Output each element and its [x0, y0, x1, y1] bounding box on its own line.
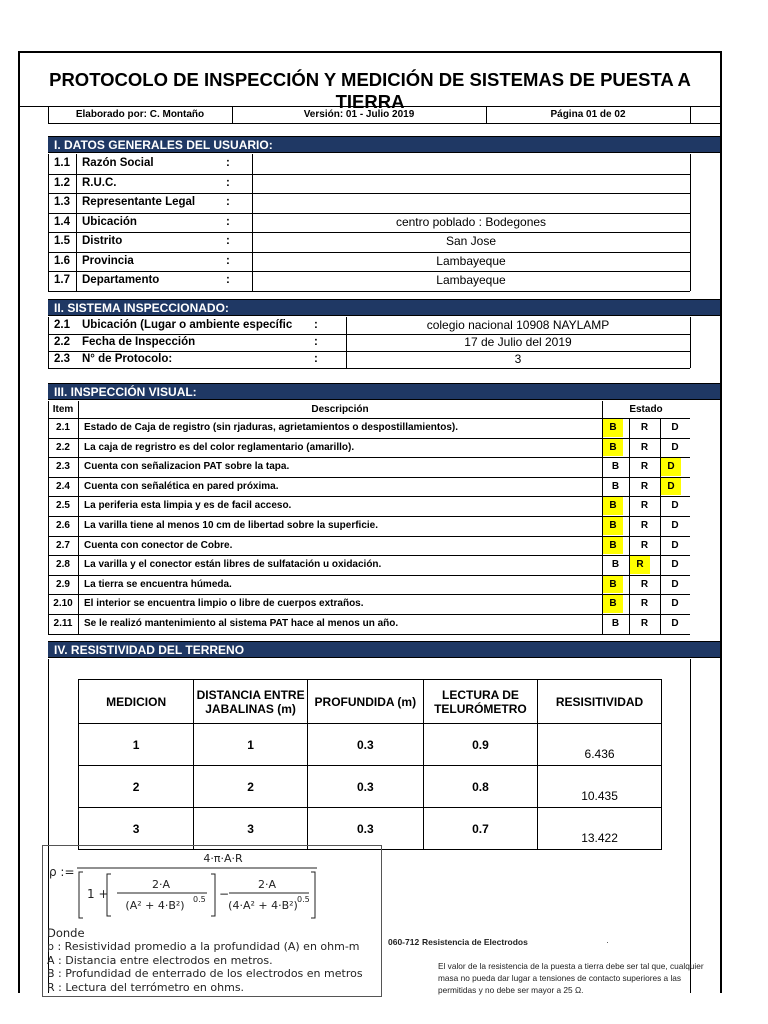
estado-b-label: B: [609, 500, 617, 512]
col-resistividad: RESISITIVIDAD: [538, 680, 662, 724]
inspection-row: [48, 575, 690, 596]
estado-d-cell[interactable]: [660, 556, 690, 574]
row-label: N° de Protocolo:: [82, 353, 173, 365]
legend-line: R : Lectura del terrómetro en ohms.: [47, 980, 245, 994]
row-label: Ubicación: [82, 215, 137, 228]
inspection-header-row: [48, 401, 690, 419]
estado-d-label: D: [671, 578, 679, 590]
row-number: 1.2: [54, 176, 70, 189]
estado-r-label: R: [640, 618, 649, 629]
estado-d-label: D: [671, 441, 679, 453]
estado-d-cell[interactable]: [661, 458, 681, 476]
row-value: 17 de Julio del 2019: [464, 335, 572, 349]
row-number: 2.1: [54, 319, 70, 331]
inspection-row: [48, 555, 690, 576]
row-value: colegio nacional 10908 NAYLAMP: [426, 318, 610, 332]
section-title-sistema-inspeccionado: II. SISTEMA INSPECCIONADO:: [48, 299, 720, 316]
pagina: Página 01 de 02: [550, 109, 626, 120]
row-separator: :: [314, 353, 318, 365]
formula-frac1-num: 2·A: [151, 878, 171, 891]
estado-b-label: B: [611, 559, 620, 571]
data-row: [48, 232, 690, 253]
estado-b-cell[interactable]: [602, 615, 629, 633]
estado-b-cell[interactable]: [603, 595, 623, 613]
row-value: San Jose: [445, 234, 497, 248]
row-description: La varilla tiene al menos 10 cm de libertad sobre la superficie.: [84, 520, 379, 531]
note-line: masa no pueda dar lugar a tensiones de contacto superiores a las: [438, 973, 682, 983]
version: Versión: 01 - Julio 2019: [303, 109, 415, 120]
row-separator: :: [226, 235, 230, 247]
row-value: centro poblado : Bodegones: [395, 214, 547, 229]
section-title-datos-generales: I. DATOS GENERALES DEL USUARIO:: [48, 136, 720, 153]
row-number: 1.4: [54, 215, 70, 228]
cell-resistividad: 6.436: [584, 747, 615, 761]
estado-r-cell[interactable]: [629, 439, 660, 457]
cell-profundidad: 0.3: [307, 808, 423, 850]
estado-b-label: B: [609, 539, 617, 551]
section-title-resistividad: IV. RESISTIVIDAD DEL TERRENO: [48, 641, 720, 658]
row-description: La varilla y el conector están libres de sulfatación u oxidación.: [84, 559, 382, 571]
legend-line: A : Distancia entre electrodos en metros.: [47, 953, 273, 967]
row-number: 1.7: [54, 274, 70, 286]
estado-r-label: R: [640, 422, 649, 433]
estado-r-cell[interactable]: [629, 595, 660, 613]
row-description: Cuenta con señalética en pared próxima.: [84, 480, 279, 492]
row-number: 2.1: [56, 422, 70, 433]
col-item: Item: [52, 404, 74, 415]
note-line: permitidas y no debe ser mayor a 25 Ω.: [438, 985, 584, 995]
cell-resistividad-wrap: [538, 724, 662, 766]
row-description: Se le realizó mantenimiento al sistema PAT hace al menos un año.: [84, 618, 399, 629]
row-description: Estado de Caja de registro (sin rjaduras, agrietamientos o despostillamientos).: [84, 422, 458, 433]
estado-r-label: R: [640, 480, 649, 492]
row-label: Razón Social: [82, 157, 154, 169]
legend-line: p : Resistividad promedio a la profundidad (A) en ohm-m: [47, 940, 360, 953]
elaborado-por: Elaborado por: C. Montaño: [75, 109, 205, 120]
estado-d-label: D: [667, 461, 675, 473]
estado-d-label: D: [671, 500, 679, 512]
row-label: Representante Legal: [82, 196, 196, 208]
row-separator: :: [226, 196, 230, 208]
row-separator: :: [314, 319, 318, 331]
row-separator: :: [226, 254, 230, 267]
estado-d-cell[interactable]: [660, 537, 690, 555]
cell-lectura: 0.8: [423, 766, 537, 808]
resistivity-row: [79, 808, 662, 850]
row-label: R.U.C.: [82, 176, 117, 189]
formula-frac2-num: 2·A: [257, 878, 277, 891]
note-heading: Resistencia de Electrodos: [422, 937, 528, 947]
formula-lhs: ρ :=: [49, 865, 75, 879]
resistivity-table: [78, 679, 662, 850]
row-number: 2.10: [53, 598, 73, 610]
estado-r-label: R: [640, 598, 649, 610]
cell-resistividad-wrap: [538, 808, 662, 850]
estado-b-label: B: [611, 618, 620, 629]
col-estado: Estado: [629, 404, 663, 415]
row-number: 2.3: [56, 461, 70, 473]
row-number: 1.5: [54, 235, 70, 247]
formula-numerator: 4·π·A·R: [203, 852, 243, 865]
inspection-row: [48, 496, 690, 517]
row-description: La tierra se encuentra húmeda.: [84, 578, 232, 590]
row-description: La caja de regristro es del color reglamentario (amarillo).: [84, 441, 355, 453]
estado-r-cell[interactable]: [629, 458, 660, 476]
data-row: [48, 213, 690, 234]
estado-d-label: D: [671, 539, 679, 551]
data-row: [48, 317, 690, 335]
inspection-row: [48, 536, 690, 557]
estado-b-cell[interactable]: [603, 537, 623, 555]
row-number: 2.7: [56, 539, 70, 551]
row-number: 2.6: [56, 520, 70, 531]
cell-profundidad: 0.3: [307, 724, 423, 766]
formula-donde: Donde: [47, 926, 85, 940]
row-separator: :: [226, 176, 230, 189]
col-lectura: LECTURA DE TELURÓMETRO: [423, 680, 537, 724]
estado-d-cell[interactable]: [660, 615, 690, 633]
row-description: El interior se encuentra limpio o libre de cuerpos extraños.: [84, 598, 364, 610]
estado-d-cell[interactable]: [660, 517, 690, 535]
cell-profundidad: 0.3: [307, 766, 423, 808]
inspection-row: [48, 457, 690, 478]
estado-b-label: B: [611, 461, 620, 473]
inspection-row: [48, 477, 690, 498]
estado-b-cell[interactable]: [602, 556, 629, 574]
col-distancia: DISTANCIA ENTRE JABALINAS (m): [194, 680, 308, 724]
estado-b-cell[interactable]: [602, 478, 629, 496]
data-row: [48, 193, 690, 214]
note-body: [438, 960, 704, 996]
formula-box: [42, 845, 382, 997]
col-descripcion: Descripción: [311, 404, 369, 415]
estado-d-label: D: [671, 422, 679, 433]
resistivity-row: [79, 766, 662, 808]
estado-b-cell[interactable]: [603, 517, 623, 535]
estado-r-cell[interactable]: [629, 497, 660, 515]
row-value: 3: [514, 352, 522, 366]
estado-d-cell[interactable]: [660, 576, 690, 594]
estado-b-label: B: [609, 520, 617, 531]
inspection-row: [48, 418, 690, 439]
row-description: Cuenta con señalizacion PAT sobre la tapa.: [84, 461, 290, 473]
page-title: PROTOCOLO DE INSPECCIÓN Y MEDICIÓN DE SISTEMAS DE PUESTA A TIERRA: [49, 69, 691, 112]
data-row: [48, 174, 690, 195]
cell-distancia: 3: [194, 808, 308, 850]
estado-d-label: D: [667, 480, 675, 492]
inspection-row: [48, 594, 690, 615]
note-line: El valor de la resistencia de la puesta a tierra debe ser tal que, cualquier: [438, 961, 704, 971]
estado-r-label: R: [640, 520, 649, 531]
estado-r-label: R: [640, 441, 649, 453]
resistivity-header-row: [79, 680, 662, 724]
estado-b-cell[interactable]: [603, 439, 623, 457]
row-separator: :: [226, 215, 230, 228]
data-row: [48, 334, 690, 352]
row-label: Departamento: [82, 274, 160, 286]
row-number: 1.1: [54, 157, 70, 169]
estado-d-label: D: [671, 559, 679, 571]
row-separator: :: [226, 274, 230, 286]
estado-d-cell[interactable]: [661, 478, 681, 496]
cell-resistividad: 10.435: [581, 789, 618, 803]
cell-resistividad-wrap: [538, 766, 662, 808]
data-row: [48, 271, 690, 292]
formula-exp-1: 0.5: [193, 895, 206, 904]
row-number: 2.8: [56, 559, 70, 571]
formula-legend: [47, 940, 363, 994]
formula-exp-2: 0.5: [297, 895, 310, 904]
row-label: Ubicación (Lugar o ambiente específic: [82, 319, 293, 331]
estado-r-cell[interactable]: [629, 419, 660, 437]
note-dot: ·: [606, 937, 609, 947]
data-row: [48, 252, 690, 273]
formula-frac1-den: (A² + 4·B²): [125, 899, 185, 912]
row-number: 1.3: [54, 196, 70, 208]
row-label: Distrito: [82, 235, 123, 247]
row-value: Lambayeque: [436, 253, 506, 268]
estado-r-label: R: [636, 559, 644, 571]
legend-line: B : Profundidad de enterrado de los electrodos en metros: [47, 967, 363, 980]
estado-d-label: D: [671, 598, 679, 610]
row-separator: :: [314, 336, 318, 348]
row-number: 2.11: [53, 618, 73, 629]
estado-d-cell[interactable]: [660, 595, 690, 613]
estado-r-label: R: [640, 461, 649, 473]
cell-medicion: 1: [79, 724, 194, 766]
row-number: 2.2: [54, 336, 70, 348]
formula-frac2-den: (4·A² + 4·B²): [228, 899, 298, 912]
row-number: 2.9: [56, 578, 70, 590]
estado-b-label: B: [609, 441, 617, 453]
estado-r-cell[interactable]: [629, 615, 660, 633]
estado-r-label: R: [640, 578, 649, 590]
cell-medicion: 3: [79, 808, 194, 850]
row-description: Cuenta con conector de Cobre.: [84, 539, 233, 551]
row-number: 2.2: [56, 441, 70, 453]
cell-lectura: 0.7: [423, 808, 537, 850]
estado-d-label: D: [671, 618, 679, 629]
inspection-row: [48, 614, 690, 635]
resistivity-row: [79, 724, 662, 766]
estado-r-cell[interactable]: [629, 517, 660, 535]
inspection-row: [48, 438, 690, 459]
row-label: Fecha de Inspección: [82, 336, 196, 348]
row-description: La periferia esta limpia y es de facil acceso.: [84, 500, 292, 512]
estado-b-cell[interactable]: [603, 497, 623, 515]
row-number: 1.6: [54, 254, 70, 267]
note-code: 060-712: [388, 937, 420, 947]
estado-r-cell[interactable]: [630, 556, 650, 574]
estado-r-cell[interactable]: [629, 537, 660, 555]
inspection-row: [48, 516, 690, 537]
estado-r-cell[interactable]: [629, 478, 660, 496]
data-row: [48, 154, 690, 175]
estado-d-cell[interactable]: [660, 439, 690, 457]
formula-graphic: [43, 846, 381, 928]
data-row: [48, 351, 690, 369]
estado-d-label: D: [671, 520, 679, 531]
estado-d-cell[interactable]: [660, 497, 690, 515]
estado-b-cell[interactable]: [602, 458, 629, 476]
estado-b-label: B: [609, 422, 617, 433]
estado-b-cell[interactable]: [603, 576, 623, 594]
estado-b-cell[interactable]: [603, 419, 623, 437]
estado-r-label: R: [640, 500, 649, 512]
row-number: 2.4: [56, 480, 70, 492]
cell-medicion: 2: [79, 766, 194, 808]
section-title-inspeccion-visual: III. INSPECCIÓN VISUAL:: [48, 383, 720, 400]
estado-b-label: B: [609, 578, 617, 590]
estado-b-label: B: [611, 480, 620, 492]
cell-distancia: 1: [194, 724, 308, 766]
col-medicion: MEDICION: [79, 680, 194, 724]
row-number: 2.5: [56, 500, 70, 512]
cell-resistividad: 13.422: [581, 831, 618, 845]
estado-r-cell[interactable]: [629, 576, 660, 594]
row-separator: :: [226, 157, 230, 169]
cell-distancia: 2: [194, 766, 308, 808]
cell-lectura: 0.9: [423, 724, 537, 766]
divider: [48, 123, 720, 124]
svg-text:−: −: [219, 887, 230, 901]
estado-b-label: B: [609, 598, 617, 610]
estado-r-label: R: [640, 539, 649, 551]
col-profundidad: PROFUNDIDA (m): [307, 680, 423, 724]
row-label: Provincia: [82, 254, 134, 267]
document-sheet: [18, 51, 722, 993]
row-number: 2.3: [54, 353, 70, 365]
estado-d-cell[interactable]: [660, 419, 690, 437]
row-value: Lambayeque: [436, 273, 506, 287]
formula-one-plus: 1 +: [87, 887, 109, 901]
